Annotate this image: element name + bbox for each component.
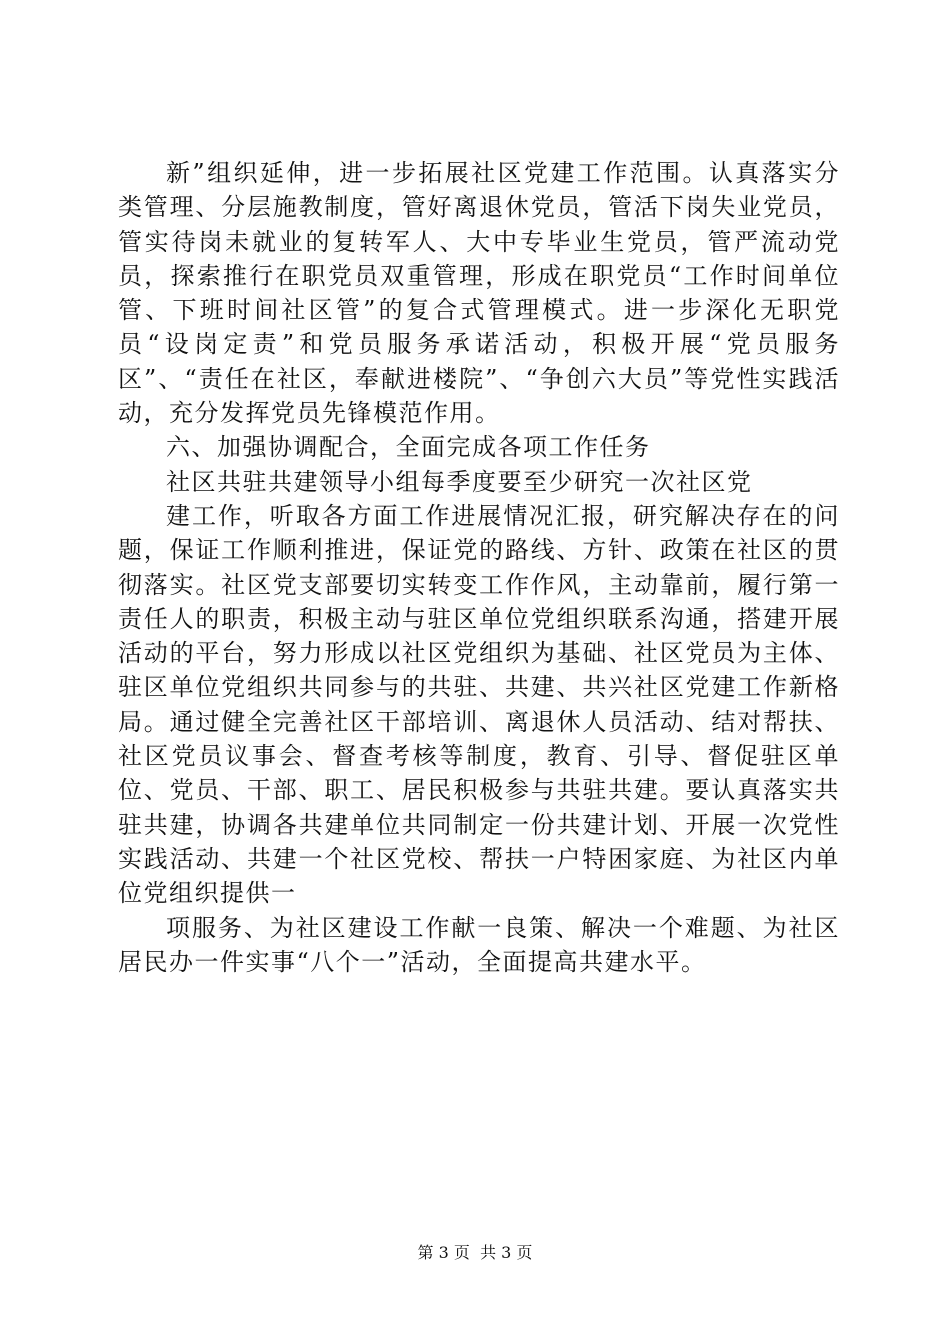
page-footer — [0, 1243, 950, 1263]
paragraph-eight-ones-activity: 项服务、为社区建设工作献一良策、解决一个难题、为社区居民办一件实事“八个一”活动，全面提高共建水平。 — [118, 913, 840, 976]
paragraph-co-construction-work: 建工作，听取各方面工作进展情况汇报，研究解决存在的问题，保证工作顺利推进，保证党的路线、方针、政策在社区的贯彻落实。社区党支部要切实转变工作作风，主动靠前，履行第一责任人的职责，积极主动与驻区单位党组织联系沟通，搭建开展活动的平台，努力形成以社区党组织为基础、社区党员为主体、驻区单位党组织共同参与的共驻、共建、共兴社区党建工作新格局。通过健全完善社区干部培训、离退休人员活动、结对帮扶、社区党员议事会、督查考核等制度，教育、引导、督促驻区单位、党员、干部、职工、居民积极参与共驻共建。要认真落实共驻共建，协调各共建单位共同制定一份共建计划、开展一次党性实践活动、共建一个社区党校、帮扶一户特困家庭、为社区内单位党组织提供一 — [118, 501, 840, 908]
paragraph-party-member-management: 新”组织延伸，进一步拓展社区党建工作范围。认真落实分类管理、分层施教制度，管好离退休党员，管活下岗失业党员，管实待岗未就业的复转军人、大中专毕业生党员，管严流动党员，探索推行在职党员双重管理，形成在职党员“工作时间单位管、下班时间社区管”的复合式管理模式。进一步深化无职党员“设岗定责”和党员服务承诺活动，积极开展“党员服务区”、“责任在社区，奉献进楼院”、“争创六大员”等党性实践活动，充分发挥党员先锋模范作用。 — [118, 159, 840, 428]
page-number-label: 第 3 页 共 3 页 — [417, 1243, 533, 1262]
document-body — [118, 156, 840, 979]
paragraph-leadership-group: 社区共驻共建领导小组每季度要至少研究一次社区党 — [166, 467, 753, 496]
section-heading-six: 六、加强协调配合，全面完成各项工作任务 — [166, 433, 651, 462]
